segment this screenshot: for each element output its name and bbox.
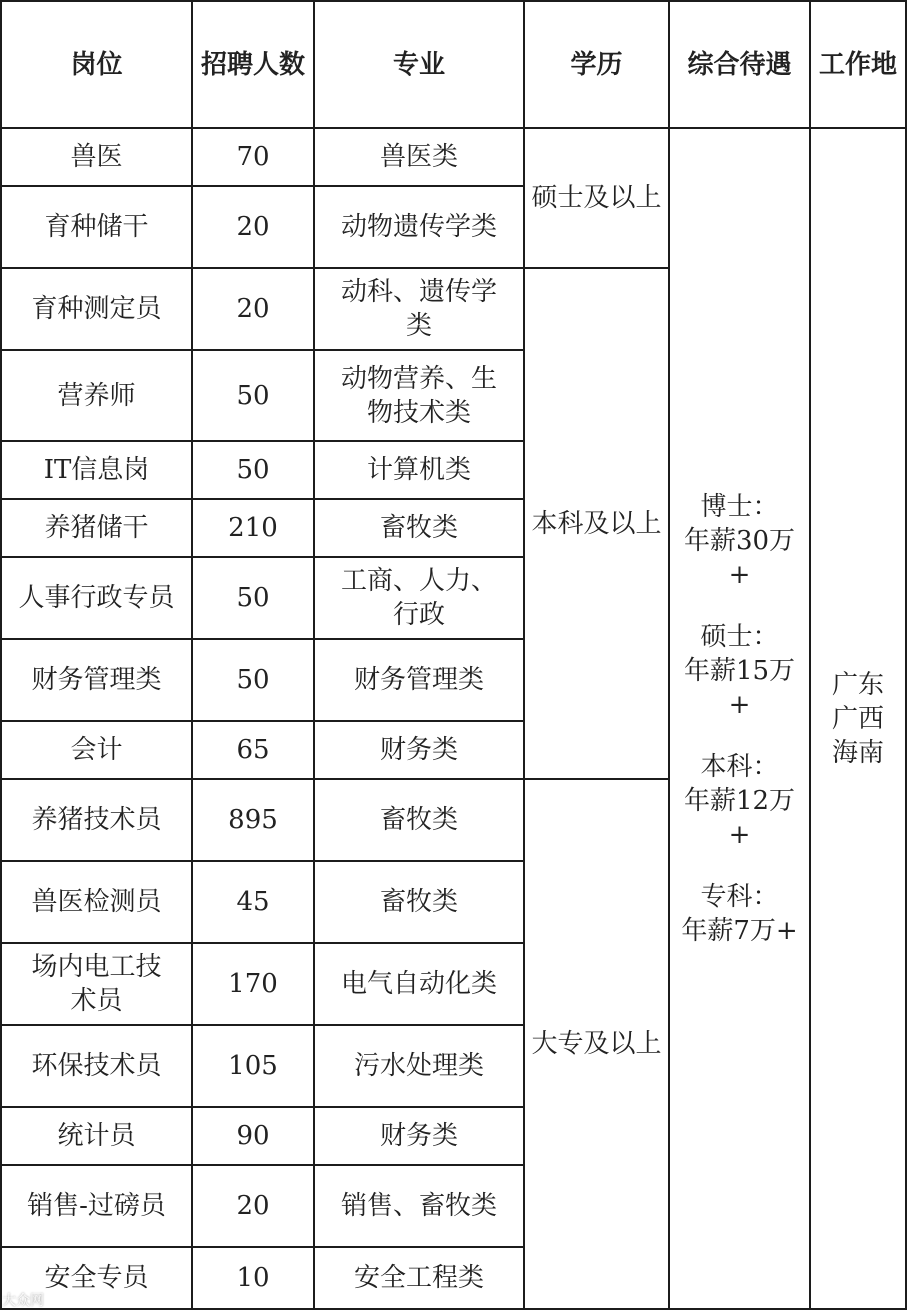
position-cell: 销售-过磅员	[1, 1165, 192, 1247]
position-cell: 育种测定员	[1, 268, 192, 350]
major-cell: 财务类	[314, 721, 524, 779]
table-row	[1, 128, 906, 186]
count-cell: 170	[192, 943, 314, 1025]
position-cell: 环保技术员	[1, 1025, 192, 1107]
count-cell: 45	[192, 861, 314, 943]
position-cell: 养猪技术员	[1, 779, 192, 861]
count-cell: 50	[192, 639, 314, 721]
position-cell: 兽医	[1, 128, 192, 186]
position-cell: 财务管理类	[1, 639, 192, 721]
benefit-plus: +	[728, 559, 751, 590]
benefit-plus: +	[728, 819, 751, 850]
count-cell: 50	[192, 350, 314, 441]
header-count: 招聘人数	[192, 1, 314, 128]
header-education: 学历	[524, 1, 669, 128]
count-cell: 105	[192, 1025, 314, 1107]
major-cell: 动物营养、生物技术类	[314, 350, 524, 441]
position-cell: 育种储干	[1, 186, 192, 268]
count-cell: 50	[192, 441, 314, 499]
position-cell: 人事行政专员	[1, 557, 192, 639]
benefit-salary: 年薪12万	[683, 785, 796, 816]
major-cell: 畜牧类	[314, 499, 524, 557]
benefit-master	[674, 620, 805, 722]
major-cell: 电气自动化类	[314, 943, 524, 1025]
count-cell: 65	[192, 721, 314, 779]
major-cell: 计算机类	[314, 441, 524, 499]
count-cell: 20	[192, 268, 314, 350]
major-cell: 销售、畜牧类	[314, 1165, 524, 1247]
position-cell: 会计	[1, 721, 192, 779]
position-cell: 统计员	[1, 1107, 192, 1165]
header-location: 工作地	[810, 1, 906, 128]
benefit-salary: 年薪15万	[683, 655, 796, 686]
position-cell: IT信息岗	[1, 441, 192, 499]
benefit-degree: 本科：	[700, 751, 779, 782]
benefits-cell	[669, 128, 810, 1309]
count-cell: 20	[192, 1165, 314, 1247]
benefit-degree: 硕士：	[700, 621, 779, 652]
watermark: 大众网	[2, 1293, 44, 1309]
position-cell: 营养师	[1, 350, 192, 441]
position-cell: 场内电工技术员	[1, 943, 192, 1025]
header-major: 专业	[314, 1, 524, 128]
education-cell-master: 硕士及以上	[524, 128, 669, 268]
education-cell-college: 大专及以上	[524, 779, 669, 1309]
major-cell: 畜牧类	[314, 779, 524, 861]
major-cell: 兽医类	[314, 128, 524, 186]
count-cell: 210	[192, 499, 314, 557]
benefit-plus: +	[728, 689, 751, 720]
benefit-degree: 博士：	[700, 491, 779, 522]
position-cell: 养猪储干	[1, 499, 192, 557]
count-cell: 90	[192, 1107, 314, 1165]
header-benefits: 综合待遇	[669, 1, 810, 128]
count-cell: 895	[192, 779, 314, 861]
major-cell: 畜牧类	[314, 861, 524, 943]
count-cell: 50	[192, 557, 314, 639]
count-cell: 10	[192, 1247, 314, 1309]
benefit-doctor	[674, 490, 805, 592]
benefit-salary: 年薪7万+	[681, 915, 798, 946]
major-cell: 安全工程类	[314, 1247, 524, 1309]
major-cell: 动物遗传学类	[314, 186, 524, 268]
header-position: 岗位	[1, 1, 192, 128]
benefit-degree: 专科：	[700, 881, 779, 912]
benefit-bachelor	[674, 750, 805, 852]
major-cell: 工商、人力、行政	[314, 557, 524, 639]
count-cell: 20	[192, 186, 314, 268]
major-cell: 污水处理类	[314, 1025, 524, 1107]
major-cell: 财务类	[314, 1107, 524, 1165]
major-cell: 财务管理类	[314, 639, 524, 721]
location-cell: 广东广西海南	[810, 128, 906, 1309]
position-cell: 兽医检测员	[1, 861, 192, 943]
education-cell-bachelor: 本科及以上	[524, 268, 669, 779]
benefit-salary: 年薪30万	[683, 525, 796, 556]
benefit-college	[674, 880, 805, 948]
count-cell: 70	[192, 128, 314, 186]
major-cell: 动科、遗传学类	[314, 268, 524, 350]
position-cell: 安全专员	[1, 1247, 192, 1309]
header-row	[1, 1, 906, 128]
